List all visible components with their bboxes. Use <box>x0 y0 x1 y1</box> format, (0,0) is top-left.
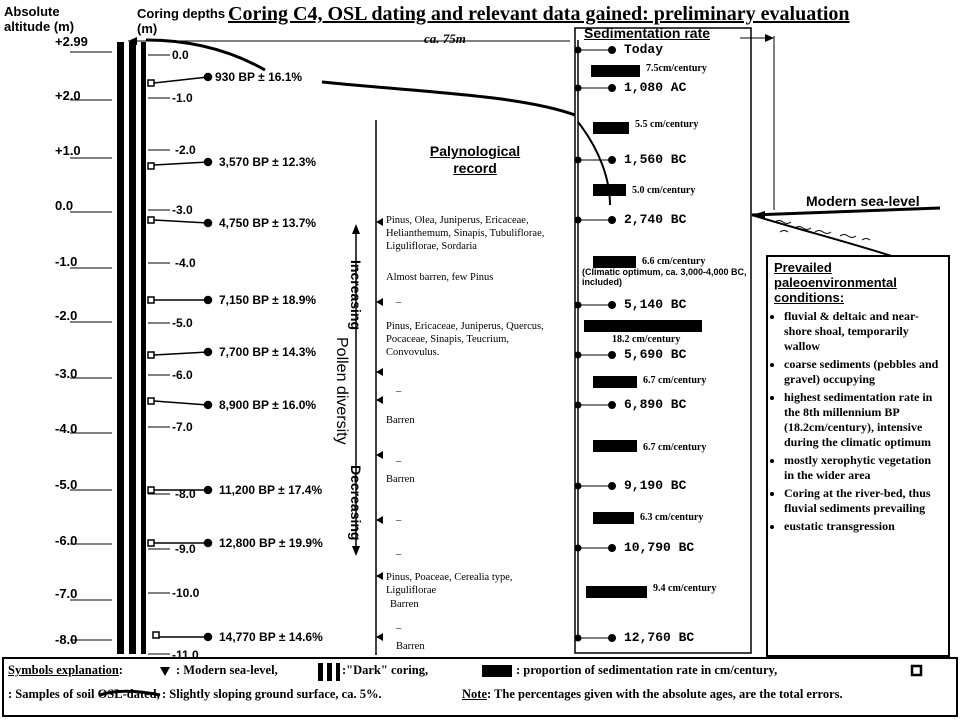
conditions-list <box>768 309 948 534</box>
chart-title: Coring C4, OSL dating and relevant data gained: preliminary evaluation <box>228 3 850 25</box>
pollen-record-2: Almost barren, few Pinus <box>386 272 494 283</box>
osl-sample-label: 12,800 BP ± 19.9% <box>219 536 323 550</box>
depth-label: -4.0 <box>175 256 196 270</box>
pollen-ticks <box>376 218 383 641</box>
condition-item: • fluvial & deltaic and near-shore shoal, temporarily wallow <box>784 309 942 354</box>
pollen-record-7: Barren <box>390 599 419 610</box>
pollen-dash-1: – <box>396 297 402 308</box>
altitude-label: +1.0 <box>55 143 81 158</box>
pollen-record-5: Barren <box>386 474 415 485</box>
sed-date-label: 6,890 BC <box>624 397 687 412</box>
altitude-label: -8.0 <box>55 632 78 647</box>
decreasing-label: Decreasing <box>348 465 364 541</box>
sed-date-label: 12,760 BC <box>624 630 695 645</box>
condition-item: • Coring at the river-bed, thus fluvial sediments prevailing <box>784 486 942 516</box>
pollen-record-6: Pinus, Poaceae, Cerealia type, Liguliflorae <box>386 572 513 596</box>
depth-label: -1.0 <box>172 91 193 105</box>
condition-item: • coarse sediments (pebbles and gravel) occupying <box>784 357 942 387</box>
sed-date-label: 1,560 BC <box>624 152 687 167</box>
osl-sample-label: 8,900 BP ± 16.0% <box>219 398 317 412</box>
depth-label: -7.0 <box>172 420 193 434</box>
coring-depths-header: Coring depths (m) <box>137 6 226 36</box>
depth-label: -3.0 <box>172 203 193 217</box>
sed-rate-bar <box>593 122 629 134</box>
modern-sea-level-label: Modern sea-level <box>806 193 920 209</box>
pollen-record-3: Pinus, Ericaceae, Juniperus, Quercus, Pocaceae, Sinapis, Teucrium, Convovulus. <box>386 321 544 358</box>
legend-coring-text: :"Dark" coring, <box>342 663 429 677</box>
legend-slope-text: : Slightly sloping ground surface, ca. 5%. <box>162 687 382 701</box>
legend-label: Symbols explanation <box>8 663 119 677</box>
condition-item: • highest sedimentation rate in the 8th millennium BP (18.2cm/century), intensive during the climatic optimum <box>784 390 942 450</box>
coring-bar-left <box>117 42 124 654</box>
depth-label: -6.0 <box>172 368 193 382</box>
pollen-dash-4: – <box>396 515 402 526</box>
pollen-record-1: Pinus, Olea, Juniperus, Ericaceae, Helianthemum, Sinapis, Tubuliflorae, Liguliflorae, Sordaria <box>386 215 545 252</box>
legend-sea-text: : Modern sea-level, <box>176 663 278 677</box>
legend-note <box>462 687 843 702</box>
osl-sample-label: 3,570 BP ± 12.3% <box>219 155 317 169</box>
sed-rate-label: 6.6 cm/century <box>642 256 706 267</box>
sed-rate-label: 6.3 cm/century <box>640 512 704 523</box>
sed-rate-label: 6.7 cm/century <box>643 442 707 453</box>
altitude-label: +2.99 <box>55 34 88 49</box>
pollen-dash-3: – <box>396 456 402 467</box>
pollen-record-4: Barren <box>386 415 415 426</box>
climatic-note: (Climatic optimum, ca. 3,000-4,000 BC, included) <box>582 267 747 287</box>
osl-sample-label: 7,150 BP ± 18.9% <box>219 293 317 307</box>
depth-label: -10.0 <box>172 586 200 600</box>
legend-note-text: : The percentages given with the absolute ages, are the total errors. <box>487 687 843 701</box>
altitude-label: +2.0 <box>55 88 81 103</box>
depth-label: -5.0 <box>172 316 193 330</box>
pollen-record-8: Barren <box>396 641 425 652</box>
altitude-label: -4.0 <box>55 421 78 436</box>
sed-date-label: 9,190 BC <box>624 478 687 493</box>
condition-item: • mostly xerophytic vegetation in the wider area <box>784 453 942 483</box>
sed-date-label: 5,690 BC <box>624 347 687 362</box>
altitude-label: -3.0 <box>55 366 78 381</box>
sed-rate-bar <box>593 440 637 452</box>
depth-label: -11.0 <box>172 648 199 662</box>
altitude-label: 0.0 <box>55 198 74 213</box>
altitude-label: -7.0 <box>55 586 78 601</box>
osl-sample-label: 7,700 BP ± 14.3% <box>219 345 317 359</box>
legend-rate-text: : proportion of sedimentation rate in cm/century, <box>516 663 778 677</box>
osl-sample-label: 930 BP ± 16.1% <box>215 70 303 84</box>
legend-samples-wrap: : Samples of soil OSL-dated, <box>8 687 160 701</box>
altitude-label: -6.0 <box>55 533 78 548</box>
sedimentation-header: Sedimentation rate <box>584 25 711 41</box>
ground-surface-line-2 <box>322 82 575 115</box>
sed-rate-bar <box>593 512 634 524</box>
sed-date-label: 1,080 AC <box>624 80 687 95</box>
osl-sample-label: 14,770 BP ± 14.6% <box>219 630 323 644</box>
depth-label: -8.0 <box>175 487 196 501</box>
depth-label: 0.0 <box>172 48 189 62</box>
pollen-dash-5: – <box>396 549 402 560</box>
sed-rate-label: 7.5cm/century <box>646 63 707 74</box>
pollen-dash-6: – <box>396 623 402 634</box>
sed-rate-label: 5.5 cm/century <box>635 119 699 130</box>
sed-date-label: 2,740 BC <box>624 212 687 227</box>
sed-rate-bar <box>593 376 637 388</box>
condition-item: • eustatic transgression <box>784 519 942 534</box>
altitude-label: -5.0 <box>55 477 78 492</box>
legend-note-label: Note <box>462 687 487 701</box>
altitude-arrows <box>70 52 112 640</box>
distance-label: ca. 75m <box>424 31 466 46</box>
sed-rate-label: 6.7 cm/century <box>643 375 707 386</box>
sed-date-markers <box>575 47 616 642</box>
sed-rate-bar <box>593 184 626 196</box>
sed-rate-label: 5.0 cm/century <box>632 185 696 196</box>
coring-bar-right <box>141 42 146 654</box>
depth-label: -9.0 <box>175 542 196 556</box>
sed-rate-label: 18.2 cm/century <box>612 334 681 345</box>
sed-rate-bar <box>584 320 702 332</box>
palynological-header: Palynological record <box>429 143 521 176</box>
sed-date-label: 10,790 BC <box>624 540 695 555</box>
pollen-diversity-label: Pollen diversity <box>333 337 350 445</box>
osl-sample-label: 4,750 BP ± 13.7% <box>219 216 317 230</box>
coring-bar-middle <box>129 42 136 654</box>
conditions-box <box>766 255 950 657</box>
legend: Symbols explanation: : Modern sea-level, :"Dark" coring, : proportion of sedimentation rate in cm/century, <box>8 663 778 677</box>
sed-rate-bar <box>586 586 647 598</box>
sed-rate-bar <box>591 65 640 77</box>
altitude-label: -2.0 <box>55 308 78 323</box>
osl-sample-label: 11,200 BP ± 17.4% <box>219 483 323 497</box>
absolute-altitude-header: Absolute altitude (m) <box>4 4 75 34</box>
depth-label: -2.0 <box>175 143 196 157</box>
sed-rate-label: 9.4 cm/century <box>653 583 717 594</box>
sed-date-label: 5,140 BC <box>624 297 687 312</box>
pollen-dash-2: – <box>396 386 402 397</box>
conditions-title: Prevailed paleoenvironmental conditions: <box>774 260 897 305</box>
increasing-label: Increasing <box>348 260 364 331</box>
altitude-label: -1.0 <box>55 254 78 269</box>
sed-date-label: Today <box>624 42 664 57</box>
